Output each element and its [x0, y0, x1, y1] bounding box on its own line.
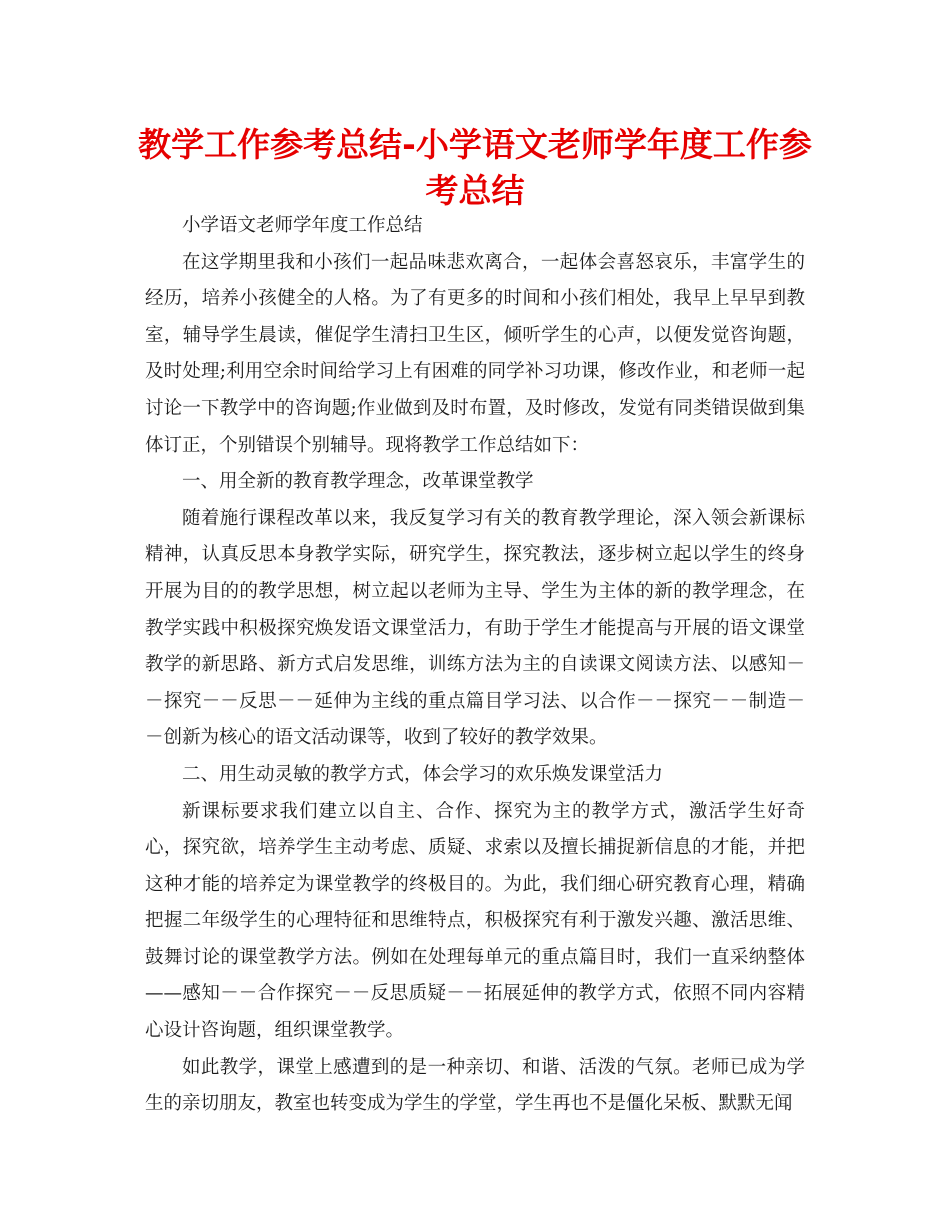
- closing-paragraph: 如此教学，课堂上感遭到的是一种亲切、和谐、活泼的气氛。老师已成为学生的亲切朋友，教室也转变成为学生的学堂，学生再也不是僵化呆板、默默无闻: [145, 1056, 805, 1115]
- subtitle-paragraph: 小学语文老师学年度工作总结: [182, 215, 423, 236]
- intro-paragraph: 在这学期里我和小孩们一起品味悲欢离合，一起体会喜怒哀乐，丰富学生的经历，培养小孩健全的人格。为了有更多的时间和小孩们相处，我早上早早到教室，辅导学生晨读，催促学生清扫卫生区，倾听学生的心声，以便发觉咨询题，及时处理;利用空余时间给学习上有困难的同学补习功课，修改作业，和老师一起讨论一下教学中的咨询题;作业做到及时布置，及时修改，发觉有同类错误做到集体订正，个别错误个别辅导。现将教学工作总结如下：: [145, 251, 805, 456]
- section-heading-1: 一、用全新的教育教学理念，改革课堂教学: [182, 471, 534, 493]
- section-2-paragraph: 新课标要求我们建立以自主、合作、探究为主的教学方式，激活学生好奇心，探究欲，培养学生主动考虑、质疑、求索以及擅长捕捉新信息的才能，并把这种才能的培养定为课堂教学的终极目的。为此，我们细心研究教育心理，精确把握二年级学生的心理特征和思维特点，积极探究有利于激发兴趣、激活思维、鼓舞讨论的课堂教学方法。例如在处理每单元的重点篇目时，我们一直采纳整体——感知－－合作探究－－反思质疑－－拓展延伸的教学方式，依照不同内容精心设计咨询题，组织课堂教学。: [145, 800, 805, 1042]
- document-body: [145, 208, 805, 1123]
- document-title: 教学工作参考总结-小学语文老师学年度工作参考总结: [138, 125, 812, 210]
- section-1-paragraph: 随着施行课程改革以来，我反复学习有关的教育教学理论，深入领会新课标精神，认真反思本身教学实际，研究学生，探究教法，逐步树立起以学生的终身开展为目的的教学思想，树立起以老师为主导、学生为主体的新的教学理念，在教学实践中积极探究焕发语文课堂活力，有助于学生才能提高与开展的语文课堂教学的新思路、新方式启发思维，训练方法为主的自读课文阅读方法、以感知－－探究－－反思－－延伸为主线的重点篇目学习法、以合作－－探究－－制造－－创新为核心的语文活动课等，收到了较好的教学效果。: [145, 507, 805, 749]
- section-heading-2: 二、用生动灵敏的教学方式，体会学习的欢乐焕发课堂活力: [182, 763, 664, 785]
